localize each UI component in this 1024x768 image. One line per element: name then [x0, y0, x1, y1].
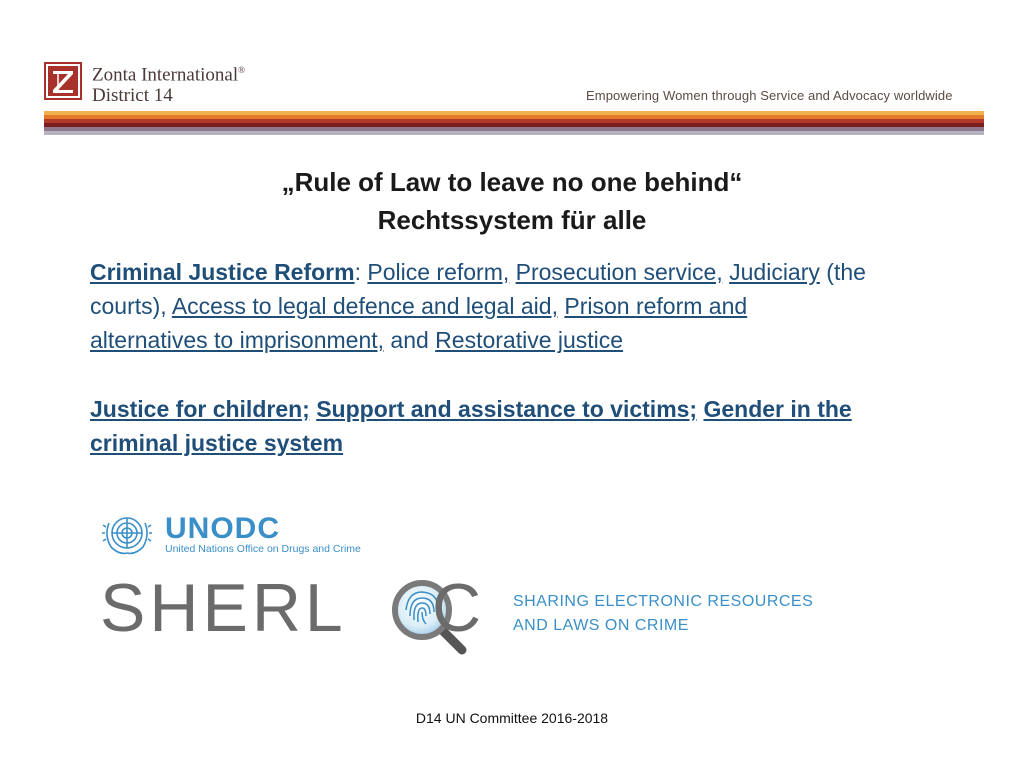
link-judiciary[interactable]: Judiciary: [729, 259, 820, 285]
link-support-victims[interactable]: Support and assistance to victims;: [316, 396, 698, 422]
sherloc-text-left: SHERL: [100, 570, 347, 646]
text-the-courts: (the courts),: [90, 259, 866, 319]
sherloc-tagline: [513, 590, 813, 638]
link-justice-for-children[interactable]: Justice for children;: [90, 396, 310, 422]
paragraph-justice-topics: [90, 392, 870, 460]
org-name-line1: Zonta International: [92, 64, 239, 86]
stripe-6: [44, 131, 984, 135]
org-name: [92, 60, 245, 106]
link-prison-reform[interactable]: Prison reform and alternatives to imprisonment,: [90, 293, 748, 353]
colon-separator: :: [354, 259, 368, 285]
text-and: and: [384, 327, 436, 353]
paragraph-criminal-justice: [90, 255, 870, 357]
header-tagline: Empowering Women through Service and Advocacy worldwide: [586, 88, 953, 103]
zonta-logo-icon: [44, 62, 82, 100]
link-criminal-justice-reform[interactable]: Criminal Justice Reform: [90, 259, 355, 285]
slide-subtitle: Rechtssystem für alle: [377, 205, 647, 235]
stripe-5: [44, 127, 984, 131]
sherloc-tagline-line1: SHARING ELECTRONIC RESOURCES: [513, 593, 814, 610]
header-stripes: [44, 111, 984, 135]
sherloc-text-right: C: [432, 570, 482, 646]
un-emblem-icon: [101, 513, 153, 557]
sherloc-tagline-line2: AND LAWS ON CRIME: [513, 617, 689, 634]
unodc-subtitle: United Nations Office on Drugs and Crime: [165, 543, 361, 555]
org-name-line2: District 14: [92, 85, 173, 107]
link-legal-aid[interactable]: Access to legal defence and legal aid,: [171, 293, 558, 319]
stripe-2: [44, 115, 984, 119]
unodc-name: UNODC: [165, 512, 280, 545]
stripe-3: [44, 119, 984, 123]
stripe-1: [44, 111, 984, 115]
stripe-4: [44, 123, 984, 127]
slide-title: „Rule of Law to leave no one behind“: [281, 167, 743, 197]
link-gender-criminal-justice[interactable]: Gender in the criminal justice system: [90, 396, 852, 456]
registered-mark: ®: [238, 65, 245, 75]
link-police-reform[interactable]: Police reform,: [367, 259, 510, 285]
footer-text: D14 UN Committee 2016-2018: [415, 710, 609, 726]
link-prosecution-service[interactable]: Prosecution service,: [515, 259, 723, 285]
link-restorative-justice[interactable]: Restorative justice: [435, 327, 624, 353]
